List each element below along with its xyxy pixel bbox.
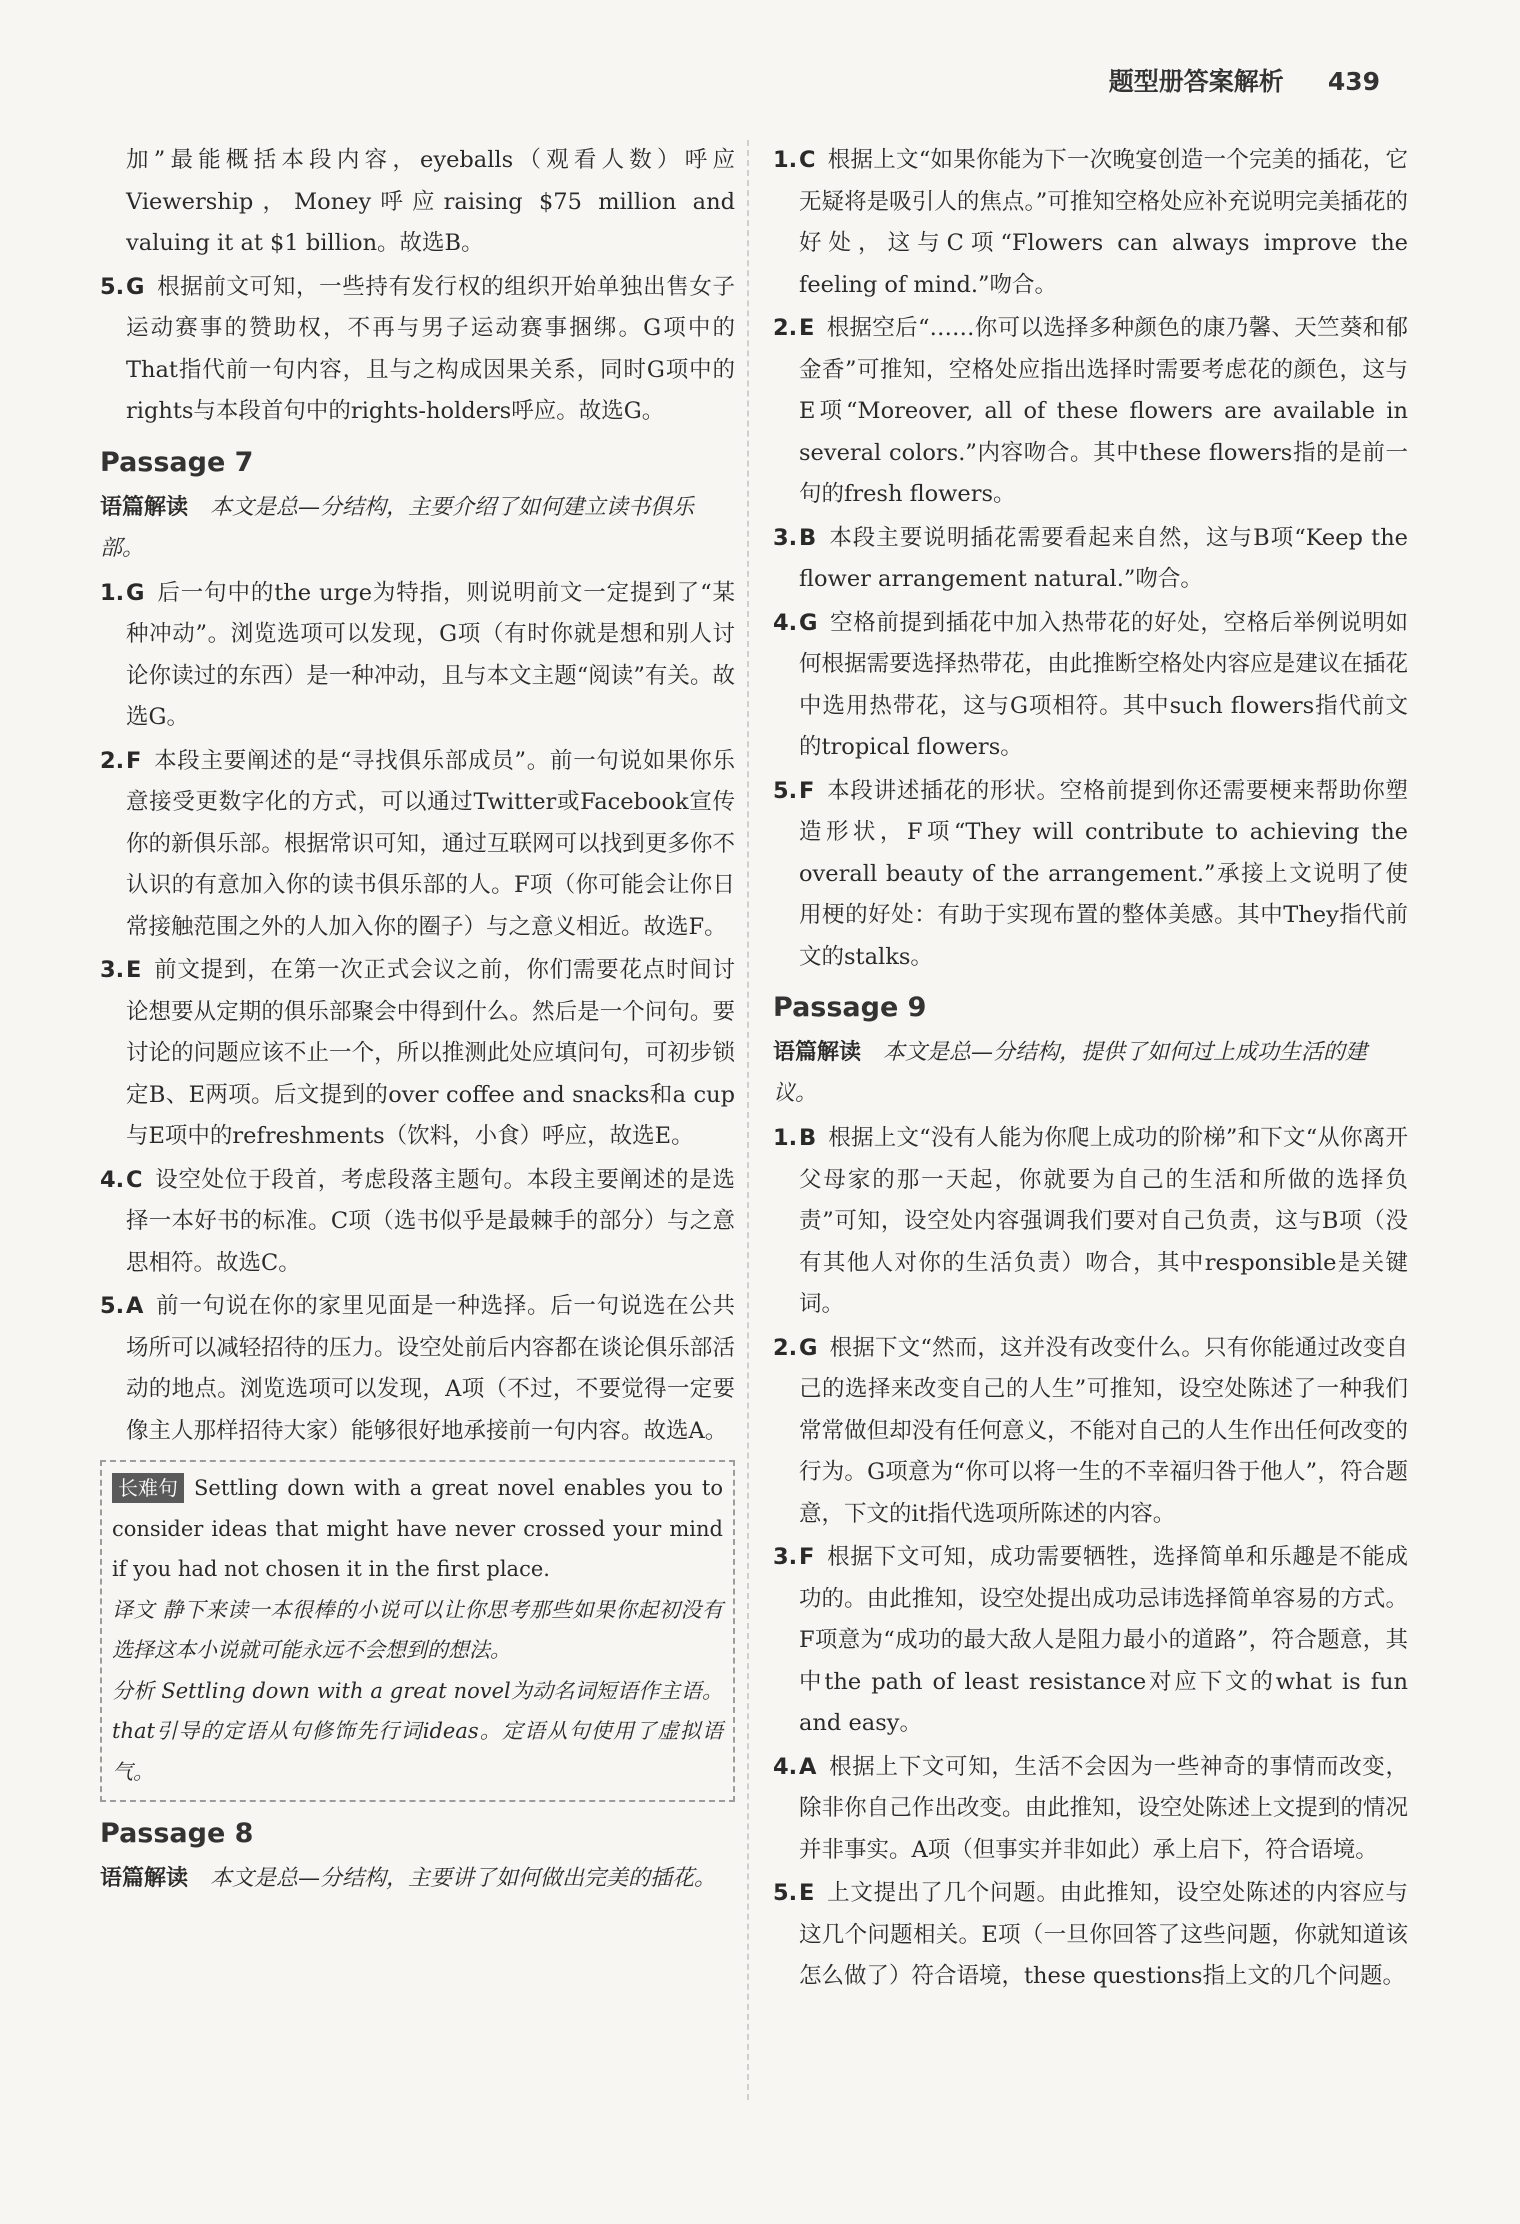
item-text: 根据空后“……你可以选择多种颜色的康乃馨、天竺葵和郁金香”可推知，空格处应指出选择时需要考虑花的颜色，这与E项“Moreover, all of these flowers are available in several colors.”内容吻合。其中these flowers指的是前一句的fresh flowers。	[799, 315, 1408, 507]
answer-item	[773, 1873, 1408, 1998]
item-number: 3.	[773, 1544, 798, 1570]
answer-item	[100, 267, 735, 433]
item-text: 根据下文可知，成功需要牺牲，选择简单和乐趣是不能成功的。由此推知，设空处提出成功忌讳选择简单容易的方式。F项意为“成功的最大敌人是阻力最小的道路”，符合题意，其中the path of least resistance对应下文的what is fun and easy。	[799, 1544, 1408, 1736]
item-number: 2.	[773, 1334, 798, 1361]
answer-item	[773, 518, 1408, 601]
item-number: 2.	[100, 747, 125, 774]
continued-paragraph: 加”最能概括本段内容，eyeballs（观看人数）呼应Viewership，Money呼应raising $75 million and valuing it at $1 billion。故选B。	[126, 147, 735, 256]
item-text: 空格前提到插花中加入热带花的好处，空格后举例说明如何根据需要选择热带花，由此推断空格处内容应是建议在插花中选用热带花，这与G项相符。其中such flowers指代前文的tropical flowers。	[799, 609, 1408, 760]
item-answer: F	[799, 777, 815, 804]
intro-label: 语篇解读	[100, 1866, 189, 1891]
item-text: 前一句说在你的家里见面是一种选择。后一句说选在公共场所可以减轻招待的压力。设空处前后内容都在谈论俱乐部活动的地点。浏览选项可以发现，A项（不过，不要觉得一定要像主人那样招待大家）能够很好地承接前一句内容。故选A。	[126, 1293, 735, 1444]
item-answer: E	[799, 315, 815, 341]
item-number: 5.	[100, 273, 125, 300]
header-title: 题型册答案解析	[1108, 67, 1284, 96]
item-text: 前文提到，在第一次正式会议之前，你们需要花点时间讨论想要从定期的俱乐部聚会中得到什么。然后是一个问句。要讨论的问题应该不止一个，所以推测此处应填问句，可初步锁定B、E两项。后文提到的over coffee and snacks和a cup与E项中的refreshments（饮料，小食）呼应，故选E。	[126, 957, 735, 1149]
answer-item	[773, 771, 1408, 979]
item-answer: G	[126, 579, 145, 606]
item-answer: A	[126, 1293, 144, 1319]
item-number: 4.	[100, 1166, 125, 1193]
answer-item	[773, 1537, 1408, 1745]
item-answer: E	[126, 957, 142, 983]
item-answer: F	[126, 747, 142, 774]
answer-item	[100, 1160, 735, 1285]
answer-item	[773, 603, 1408, 769]
item-text: 后一句中的the urge为特指，则说明前文一定提到了“某种冲动”。浏览选项可以发现，G项（有时你就是想和别人讨论你读过的东西）是一种冲动，且与本文主题“阅读”有关。故选G。	[126, 579, 735, 730]
intro-text: 本文是总—分结构，主要介绍了如何建立读书俱乐部。	[100, 494, 695, 561]
item-number: 3.	[773, 524, 798, 551]
answer-item	[773, 1328, 1408, 1536]
item-number: 5.	[773, 777, 798, 804]
note-translation: 译文 静下来读一本很棒的小说可以让你思考那些如果你起初没有选择这本小说就可能永远不会想到的想法。	[112, 1597, 723, 1662]
item-text: 根据上下文可知，生活不会因为一些神奇的事情而改变，除非你自己作出改变。由此推知，设空处陈述上文提到的情况并非事实。A项（但事实并非如此）承上启下，符合语境。	[799, 1753, 1408, 1863]
column-divider	[747, 140, 749, 2100]
passage-intro	[100, 487, 735, 569]
item-answer: B	[799, 524, 817, 551]
item-answer: G	[126, 273, 145, 300]
item-number: 4.	[773, 609, 798, 636]
right-column	[773, 140, 1408, 2000]
answer-item	[100, 1286, 735, 1452]
intro-text: 本文是总—分结构，主要讲了如何做出完美的插花。	[210, 1866, 717, 1891]
answer-item	[773, 1118, 1408, 1326]
intro-label: 语篇解读	[773, 1040, 862, 1065]
note-analysis: 分析 Settling down with a great novel为动名词短语作主语。that引导的定语从句修饰先行词ideas。定语从句使用了虚拟语气。	[112, 1678, 723, 1784]
item-text: 本段主要说明插花需要看起来自然，这与B项“Keep the flower arrangement natural.”吻合。	[799, 524, 1408, 592]
long-sentence-note	[100, 1460, 735, 1802]
note-tag: 长难句	[112, 1473, 184, 1503]
item-text: 根据上文“没有人能为你爬上成功的阶梯”和下文“从你离开父母家的那一天起，你就要为自己的生活和所做的选择负责”可知，设空处内容强调我们要对自己负责，这与B项（没有其他人对你的生活负责）吻合，其中responsible是关键词。	[799, 1125, 1408, 1317]
item-answer: C	[799, 147, 816, 173]
item-number: 1.	[773, 1125, 798, 1151]
item-text: 本段讲述插花的形状。空格前提到你还需要梗来帮助你塑造形状，F项“They will contribute to achieving the overall beauty of the arrangement.”承接上文说明了使用梗的好处：有助于实现布置的整体美感。其中They指代前文的stalks。	[799, 777, 1408, 970]
intro-label: 语篇解读	[100, 494, 189, 520]
answer-item	[773, 1747, 1408, 1872]
item-text: 根据上文“如果你能为下一次晚宴创造一个完美的插花，它无疑将是吸引人的焦点。”可推知空格处应补充说明完美插花的好处，这与C项“Flowers can always improve the feeling of mind.”吻合。	[799, 147, 1408, 298]
item-number: 1.	[100, 579, 125, 606]
item-answer: A	[799, 1753, 817, 1780]
item-text: 设空处位于段首，考虑段落主题句。本段主要阐述的是选择一本好书的标准。C项（选书似乎是最棘手的部分）与之意思相符。故选C。	[126, 1166, 735, 1276]
page-header	[1109, 62, 1380, 98]
item-number: 2.	[773, 315, 798, 341]
left-column	[100, 140, 735, 1903]
passage-title: Passage 7	[100, 446, 254, 478]
item-answer: G	[799, 609, 818, 636]
note-sentence-text: Settling down with a great novel enables you to consider ideas that might have never crossed your mind if you had not chosen it in the first place.	[112, 1476, 723, 1581]
answer-item	[773, 308, 1408, 516]
item-number: 5.	[100, 1293, 125, 1319]
item-number: 5.	[773, 1880, 798, 1906]
passage-title: Passage 8	[100, 1818, 254, 1849]
page-number: 439	[1327, 67, 1380, 96]
item-number: 1.	[773, 147, 798, 173]
passage-title: Passage 9	[773, 992, 927, 1023]
passage-intro	[773, 1032, 1408, 1114]
item-answer: B	[799, 1125, 817, 1151]
item-text: 本段主要阐述的是“寻找俱乐部成员”。前一句说如果你乐意接受更数字化的方式，可以通过Twitter或Facebook宣传你的新俱乐部。根据常识可知，通过互联网可以找到更多你不认识的有意加入你的读书俱乐部的人。F项（你可能会让你日常接触范围之外的人加入你的圈子）与之意义相近。故选F。	[126, 747, 735, 940]
item-number: 4.	[773, 1753, 798, 1780]
item-answer: G	[799, 1334, 818, 1361]
item-answer: F	[799, 1544, 815, 1570]
answer-item	[100, 741, 735, 949]
item-answer: C	[126, 1166, 143, 1193]
intro-text: 本文是总—分结构，提供了如何过上成功生活的建议。	[773, 1040, 1368, 1106]
passage-intro	[100, 1858, 735, 1899]
answer-item	[773, 140, 1408, 306]
answer-item	[100, 573, 735, 739]
item-text: 上文提出了几个问题。由此推知，设空处陈述的内容应与这几个问题相关。E项（一旦你回答了这些问题，你就知道该怎么做了）符合语境，these questions指上文的几个问题。	[799, 1880, 1408, 1989]
item-number: 3.	[100, 957, 125, 983]
note-sentence	[112, 1468, 723, 1590]
item-text: 根据前文可知，一些持有发行权的组织开始单独出售女子运动赛事的赞助权，不再与男子运动赛事捆绑。G项中的That指代前一句内容，且与之构成因果关系，同时G项中的rights与本段首句中的rights-holders呼应。故选G。	[126, 273, 735, 424]
item-text: 根据下文“然而，这并没有改变什么。只有你能通过改变自己的选择来改变自己的人生”可推知，设空处陈述了一种我们常常做但却没有任何意义，不能对自己的人生作出任何改变的行为。G项意为“你可以将一生的不幸福归咎于他人”，符合题意，下文的it指代选项所陈述的内容。	[799, 1334, 1408, 1527]
item-answer: E	[799, 1880, 815, 1906]
answer-item	[100, 950, 735, 1158]
